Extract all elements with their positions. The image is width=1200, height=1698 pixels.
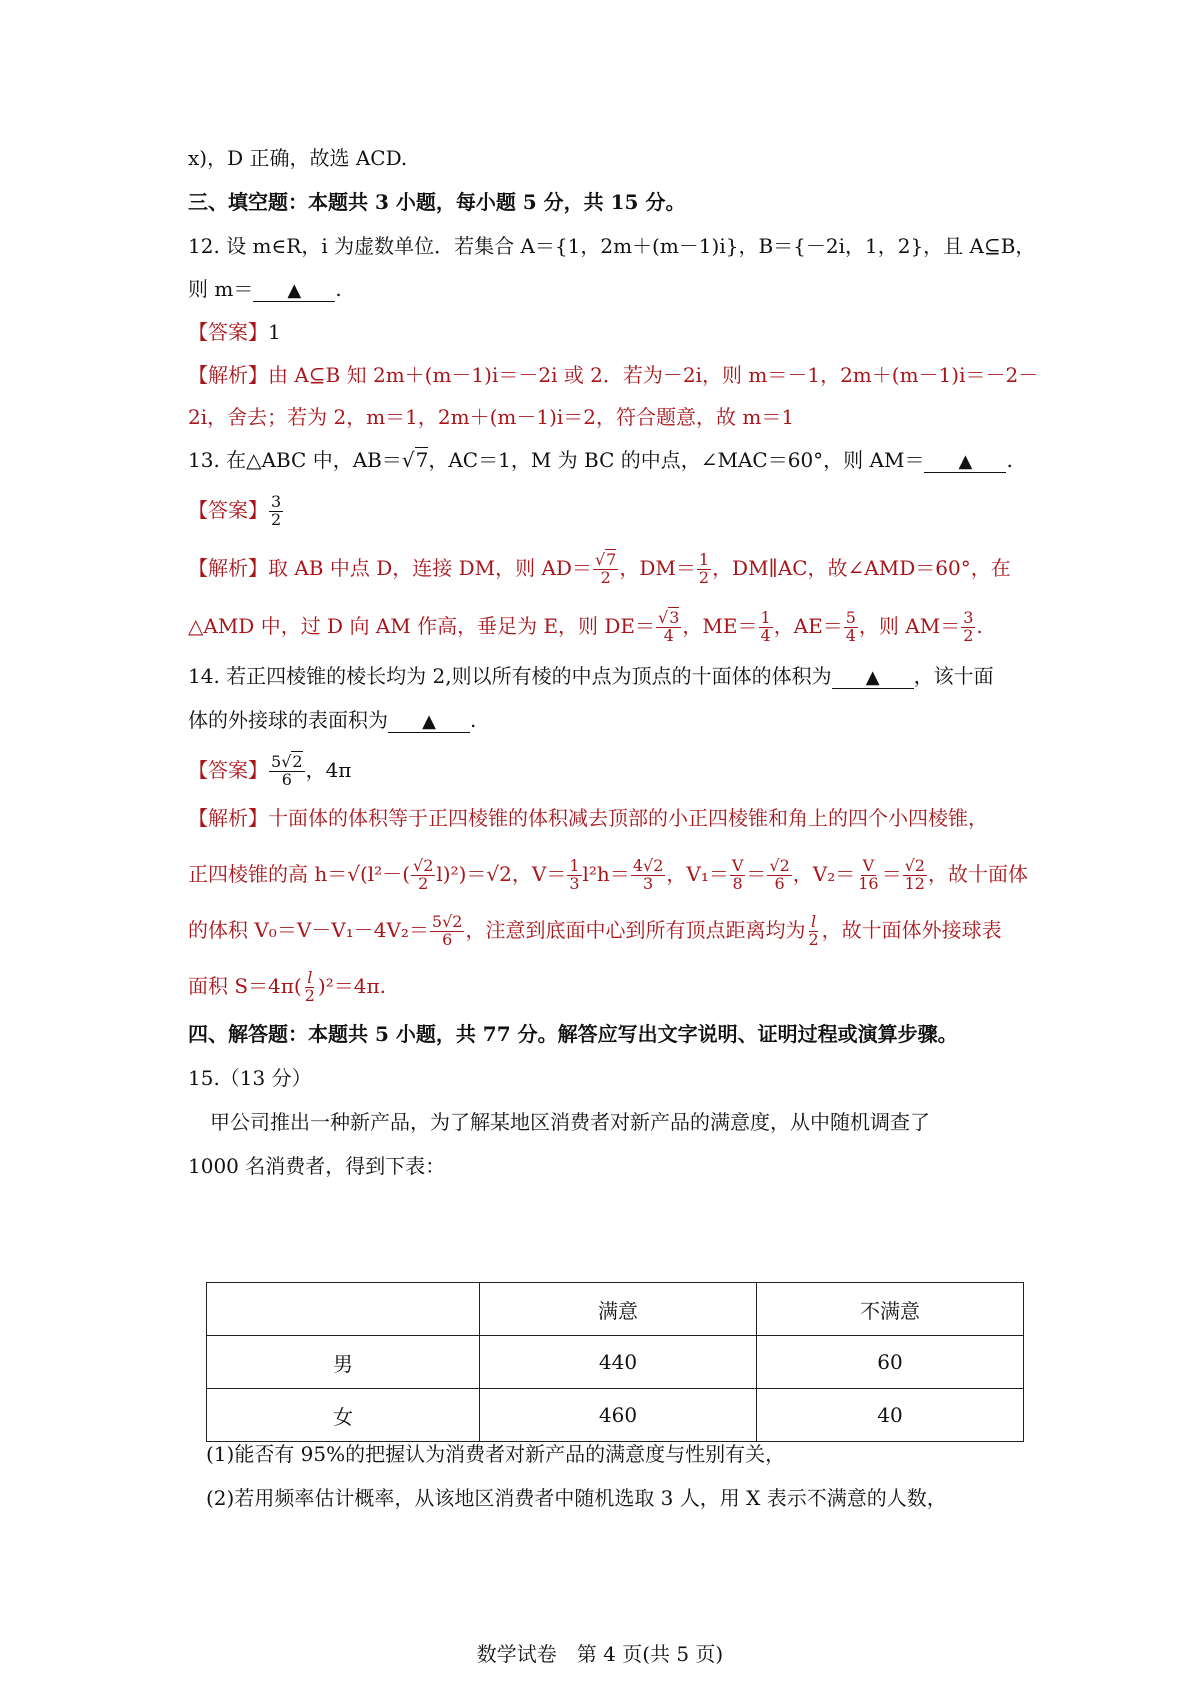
- q12-tail: .: [335, 277, 342, 301]
- fraction: $\frac{√2}{6}$: [769, 856, 790, 893]
- q14-stem-line2: 体的外接球的表面积为 ▲ .: [188, 708, 477, 732]
- table-header-cell: [207, 1283, 480, 1336]
- q13-text-a: 13. 在△ABC 中，AB＝: [188, 448, 402, 472]
- answer-label: 【答案】: [188, 497, 268, 522]
- table-cell: 40: [757, 1389, 1024, 1442]
- analysis-label: 【解析】: [188, 806, 268, 830]
- sqrt-radicand: 7: [415, 448, 429, 472]
- q14-answer: 【答案】 $\frac{5√2}{6}$ ，4π: [188, 752, 352, 789]
- prev-answer-tail: x)，D 正确，故选 ACD.: [188, 146, 408, 170]
- table-header-row: [207, 1283, 1024, 1336]
- fraction: $\frac{1}{2}$: [698, 550, 710, 587]
- fraction: $\frac{5√2}{6}$: [431, 912, 463, 949]
- q14-analysis-line1: 【解析】十面体的体积等于正四棱锥的体积减去顶部的小正四棱锥和角上的四个小四棱锥，: [188, 806, 988, 830]
- table-header-cell: 不满意: [757, 1283, 1024, 1336]
- fraction: $\frac{l}{2}$: [808, 912, 819, 949]
- section-heading-fill-in: 三、填空题：本题共 3 小题，每小题 5 分，共 15 分。: [188, 190, 686, 214]
- q13-analysis-line2: △AMD 中，过 D 向 AM 作高，垂足为 E，则 DE＝ $\frac{√3}{4}$ ，ME＝ $\frac{1}{4}$ ，AE＝ $\frac{5}{4}$ ，则 AM＝ $\frac{3}{2}$ .: [188, 608, 983, 645]
- fraction: $\frac{l}{2}$: [304, 968, 315, 1005]
- page-footer: 数学试卷 第 4 页(共 5 页): [476, 1642, 724, 1666]
- analysis-label: 【解析】: [188, 555, 268, 580]
- fraction: $\frac{5}{4}$: [845, 608, 856, 645]
- answer-label: 【答案】: [188, 757, 268, 782]
- table-row: [207, 1389, 1024, 1442]
- fraction: $\frac{1}{4}$: [760, 608, 771, 645]
- triangle-icon: ▲: [865, 667, 880, 688]
- answer-label: 【答案】: [188, 320, 268, 344]
- table-cell: 女: [207, 1389, 480, 1442]
- q15-sub-question-2: (2)若用频率估计概率，从该地区消费者中随机选取 3 人，用 X 表示不满意的人数，: [206, 1486, 947, 1510]
- q12-answer-blank: [253, 278, 335, 302]
- section-heading-solutions: 四、解答题：本题共 5 小题，共 77 分。解答应写出文字说明、证明过程或演算步骤。: [188, 1022, 958, 1046]
- q12-analysis-line2: 2i，舍去；若为 2，m＝1，2m＋(m－1)i＝2，符合题意，故 m＝1: [188, 405, 795, 429]
- q13-stem: 13. 在△ABC 中，AB＝√7，AC＝1，M 为 BC 的中点，∠MAC＝60°，则 AM＝ ▲ .: [188, 448, 1013, 472]
- q12-stem-line2: [188, 277, 342, 302]
- q14-analysis-line2: 正四棱锥的高 h＝√(l²－( $\frac{√2}{2}$ l)²)＝√2，V＝ $\frac{1}{3}$ l²h＝ $\frac{4√2}{3}$ ，V₁＝ $\frac{V}{8}$ ＝ $\frac{√2}{6}$ ，V₂＝ $\frac{V}{16}$ ＝ $\frac{√2}{12}$ ，故十面体: [188, 856, 1028, 893]
- fraction: $\frac{√2}{2}$: [413, 856, 434, 893]
- q15-intro-line2: 1000 名消费者，得到下表：: [188, 1154, 446, 1178]
- analysis-text: 由 A⊆B 知 2m＋(m－1)i＝－2i 或 2．若为－2i，则 m＝－1，2m＋(m－1)i＝－2－: [268, 363, 1039, 387]
- q15-intro-line1: 甲公司推出一种新产品，为了解某地区消费者对新产品的满意度，从中随机调查了: [210, 1110, 930, 1134]
- table-row: [207, 1336, 1024, 1389]
- q14-analysis-line4: 面积 S＝4π( $\frac{l}{2}$ )²＝4π.: [188, 968, 386, 1005]
- answer-fraction: $\frac{5√2}{6}$: [271, 752, 303, 789]
- fraction: $\frac{√2}{12}$: [904, 856, 925, 893]
- fraction: $\frac{4√2}{3}$: [632, 856, 664, 893]
- fraction: $\frac{1}{3}$: [569, 856, 580, 893]
- table-cell: 440: [480, 1336, 757, 1389]
- q12-analysis-line1: [188, 363, 1038, 387]
- q13-tail: .: [1006, 448, 1013, 472]
- q14-stem-line1: 14. 若正四棱锥的棱长均为 2,则以所有棱的中点为顶点的十面体的体积为 ▲ ，该十面: [188, 664, 994, 688]
- q12-stem-line1: 12. 设 m∈R，i 为虚数单位．若集合 A＝{1，2m＋(m－1)i}，B＝{－2i，1，2}，且 A⊆B，: [188, 234, 1036, 258]
- q15-sub-question-1: (1)能否有 95%的把握认为消费者对新产品的满意度与性别有关，: [206, 1442, 786, 1466]
- fraction: $\frac{V}{8}$: [731, 856, 744, 893]
- fraction: $\frac{√7}{2}$: [594, 550, 617, 587]
- survey-table: [206, 1282, 1024, 1442]
- fraction: $\frac{3}{2}$: [963, 608, 974, 645]
- q12-answer: [188, 320, 281, 344]
- table-cell: 460: [480, 1389, 757, 1442]
- q14-answer-blank-1: [832, 665, 914, 689]
- analysis-label: 【解析】: [188, 363, 268, 387]
- q13-text-b: ，AC＝1，M 为 BC 的中点，∠MAC＝60°，则 AM＝: [428, 448, 925, 472]
- table-header-cell: 满意: [480, 1283, 757, 1336]
- fraction: $\frac{√3}{4}$: [658, 608, 680, 645]
- triangle-icon: ▲: [958, 451, 973, 472]
- table-cell: 男: [207, 1336, 480, 1389]
- q13-analysis-line1: 【解析】取 AB 中点 D，连接 DM，则 AD＝ $\frac{√7}{2}$ ，DM＝ $\frac{1}{2}$ ，DM∥AC，故∠AMD＝60°，在: [188, 550, 1011, 587]
- fraction: $\frac{V}{16}$: [858, 856, 879, 893]
- triangle-icon: ▲: [287, 280, 302, 301]
- table-cell: 60: [757, 1336, 1024, 1389]
- triangle-icon: ▲: [422, 711, 436, 732]
- q13-answer-blank: [924, 449, 1006, 473]
- answer-fraction: $\frac{3}{2}$: [271, 492, 282, 529]
- q15-header: 15.（13 分）: [188, 1066, 312, 1090]
- q14-answer-blank-2: [388, 709, 470, 733]
- q12-stem-text: 则 m＝: [188, 277, 254, 301]
- q14-analysis-line3: 的体积 V₀＝V－V₁－4V₂＝ $\frac{5√2}{6}$ ，注意到底面中心到所有顶点距离均为 $\frac{l}{2}$ ，故十面体外接球表: [188, 912, 1002, 949]
- answer-value: 1: [268, 320, 281, 344]
- q13-answer: [188, 494, 284, 529]
